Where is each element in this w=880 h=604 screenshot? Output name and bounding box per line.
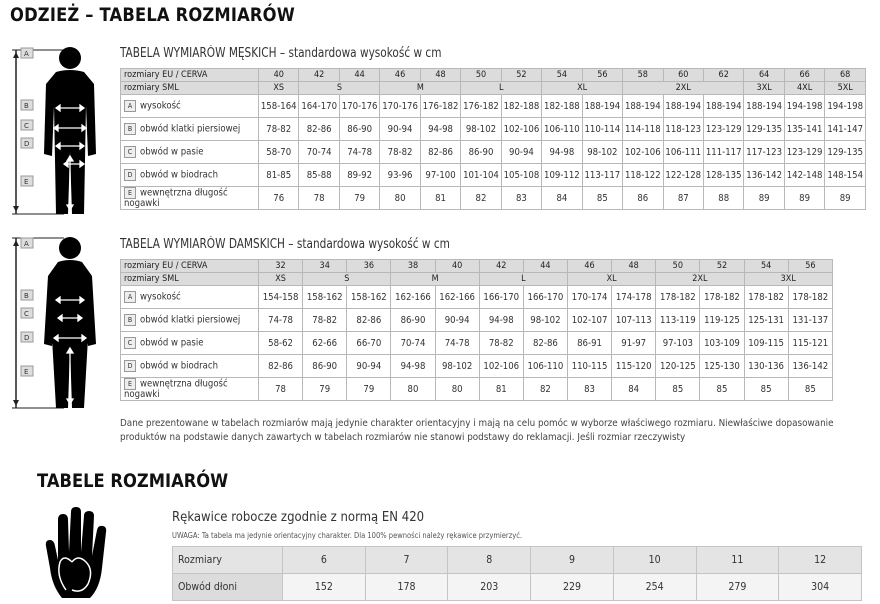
- eu-size-cell: 52: [501, 69, 541, 82]
- measure-value-cell: 103-109: [700, 332, 744, 355]
- measure-value-cell: 178-182: [700, 286, 744, 309]
- measure-value-cell: 86: [623, 187, 663, 210]
- measure-value-cell: 120-125: [656, 355, 700, 378]
- measure-value-cell: 89: [825, 187, 866, 210]
- measure-value-cell: 123-129: [784, 141, 824, 164]
- svg-text:E: E: [24, 178, 29, 186]
- measure-value-cell: 162-166: [435, 286, 479, 309]
- eu-size-cell: 48: [612, 260, 656, 273]
- measure-value-cell: 79: [303, 378, 347, 401]
- glove-circumference-cell: 279: [696, 574, 779, 601]
- eu-size-cell: 66: [784, 69, 824, 82]
- eu-size-cell: 44: [339, 69, 379, 82]
- measure-label: obwód klatki piersiowej: [140, 314, 241, 326]
- svg-text:D: D: [24, 140, 30, 148]
- measure-letter: C: [124, 337, 136, 349]
- measure-value-cell: 170-174: [567, 286, 611, 309]
- glove-size-cell: 7: [365, 547, 448, 574]
- svg-text:E: E: [24, 368, 29, 376]
- measure-value-cell: 90-94: [347, 355, 391, 378]
- measure-value-cell: 70-74: [299, 141, 339, 164]
- eu-size-cell: 34: [303, 260, 347, 273]
- glove-size-cell: 6: [283, 547, 366, 574]
- measure-value-cell: 182-188: [542, 95, 582, 118]
- eu-size-cell: 62: [703, 69, 743, 82]
- eu-size-cell: 40: [259, 69, 299, 82]
- measure-value-cell: 102-107: [567, 309, 611, 332]
- measure-value-cell: 91-97: [612, 332, 656, 355]
- men-measure-row: [121, 141, 866, 164]
- measure-value-cell: 136-142: [788, 355, 832, 378]
- measure-label: obwód w pasie: [140, 146, 204, 158]
- measure-letter: B: [124, 314, 136, 326]
- measure-letter: E: [124, 187, 136, 199]
- sml-size-cell: S: [303, 273, 391, 286]
- measure-value-cell: 110-115: [567, 355, 611, 378]
- sml-size-cell: S: [299, 82, 380, 95]
- measure-label-cell: [121, 378, 259, 401]
- glove-circumference-cell: 152: [283, 574, 366, 601]
- measure-value-cell: 123-129: [703, 118, 743, 141]
- measure-value-cell: 94-98: [542, 141, 582, 164]
- measure-value-cell: 148-154: [825, 164, 866, 187]
- measure-value-cell: 158-162: [303, 286, 347, 309]
- svg-text:D: D: [24, 334, 30, 342]
- measure-value-cell: 90-94: [435, 309, 479, 332]
- women-table-title: TABELA WYMIARÓW DAMSKICH – standardowa wysokość w cm: [120, 237, 450, 252]
- measure-value-cell: 102-106: [479, 355, 523, 378]
- eu-size-label: rozmiary EU / CERVA: [121, 260, 259, 273]
- measure-value-cell: 89-92: [339, 164, 379, 187]
- measure-letter: E: [124, 378, 136, 390]
- measure-value-cell: 85: [582, 187, 622, 210]
- measure-value-cell: 82-86: [347, 309, 391, 332]
- measure-value-cell: 98-102: [461, 118, 501, 141]
- measure-value-cell: 125-130: [700, 355, 744, 378]
- measure-value-cell: 74-78: [435, 332, 479, 355]
- men-measure-row: [121, 187, 866, 210]
- measure-value-cell: 89: [744, 187, 784, 210]
- measure-value-cell: 105-108: [501, 164, 541, 187]
- measure-value-cell: 109-112: [542, 164, 582, 187]
- measure-value-cell: 76: [259, 187, 299, 210]
- measure-value-cell: 97-103: [656, 332, 700, 355]
- eu-size-cell: 54: [744, 260, 788, 273]
- measure-value-cell: 81: [479, 378, 523, 401]
- measure-value-cell: 194-198: [784, 95, 824, 118]
- measure-value-cell: 79: [339, 187, 379, 210]
- measure-value-cell: 170-176: [339, 95, 379, 118]
- gloves-row-label-sizes: Rozmiary: [173, 547, 283, 574]
- measure-value-cell: 176-182: [420, 95, 460, 118]
- svg-text:C: C: [24, 310, 29, 318]
- measure-value-cell: 70-74: [391, 332, 435, 355]
- measure-value-cell: 78: [259, 378, 303, 401]
- measure-label-cell: [121, 95, 259, 118]
- measure-value-cell: 106-111: [663, 141, 703, 164]
- men-table-title: TABELA WYMIARÓW MĘSKICH – standardowa wysokość w cm: [120, 46, 442, 61]
- measure-value-cell: 97-100: [420, 164, 460, 187]
- disclaimer-text: Dane prezentowane w tabelach rozmiarów mają jedynie charakter orientacyjny i mają na celu pomóc w wyborze właściwego rozmiaru. Niewłaściwe dopasowanie produktów na podstawie danych zawartych w tabelach rozmiarów nie stanowi podstawy do reklamacji. Jeśli rozmiar rzeczywisty: [120, 418, 834, 443]
- measure-value-cell: 58-70: [259, 141, 299, 164]
- eu-size-cell: 46: [380, 69, 420, 82]
- sml-size-cell: XS: [259, 82, 299, 95]
- women-sml-size-row: [121, 273, 833, 286]
- svg-text:A: A: [24, 240, 29, 248]
- glove-circumference-cell: 178: [365, 574, 448, 601]
- measure-value-cell: 115-121: [788, 332, 832, 355]
- measure-value-cell: 178-182: [656, 286, 700, 309]
- measure-value-cell: 82-86: [299, 118, 339, 141]
- measure-value-cell: 98-102: [523, 309, 567, 332]
- measure-value-cell: 118-122: [623, 164, 663, 187]
- measure-label-cell: [121, 332, 259, 355]
- measure-value-cell: 84: [612, 378, 656, 401]
- measure-value-cell: 111-117: [703, 141, 743, 164]
- measure-value-cell: 141-147: [825, 118, 866, 141]
- measure-label-cell: [121, 118, 259, 141]
- measure-label-cell: [121, 141, 259, 164]
- measure-value-cell: 194-198: [825, 95, 866, 118]
- measure-value-cell: 135-141: [784, 118, 824, 141]
- sml-size-label: rozmiary SML: [121, 273, 259, 286]
- measure-value-cell: 115-120: [612, 355, 656, 378]
- hand-icon: [42, 506, 112, 602]
- measure-value-cell: 74-78: [339, 141, 379, 164]
- measure-value-cell: 188-194: [582, 95, 622, 118]
- measure-value-cell: 79: [347, 378, 391, 401]
- measure-value-cell: 93-96: [380, 164, 420, 187]
- measure-value-cell: 113-119: [656, 309, 700, 332]
- sml-size-cell: 2XL: [656, 273, 744, 286]
- measure-label-cell: [121, 355, 259, 378]
- eu-size-cell: 46: [567, 260, 611, 273]
- sml-size-cell: 3XL: [744, 82, 784, 95]
- male-figure-icon: [4, 44, 104, 219]
- sml-size-cell: 2XL: [623, 82, 744, 95]
- measure-value-cell: 78: [299, 187, 339, 210]
- eu-size-cell: 56: [788, 260, 832, 273]
- eu-size-cell: 50: [461, 69, 501, 82]
- glove-size-cell: 8: [448, 547, 531, 574]
- eu-size-cell: 36: [347, 260, 391, 273]
- gloves-size-table: [172, 546, 862, 601]
- measure-value-cell: 86-91: [567, 332, 611, 355]
- measure-value-cell: 86-90: [339, 118, 379, 141]
- measure-value-cell: 82: [523, 378, 567, 401]
- eu-size-cell: 44: [523, 260, 567, 273]
- glove-size-cell: 9: [531, 547, 614, 574]
- measure-value-cell: 119-125: [700, 309, 744, 332]
- measure-value-cell: 86-90: [303, 355, 347, 378]
- glove-size-cell: 12: [779, 547, 862, 574]
- measure-label: obwód w biodrach: [140, 360, 219, 372]
- sml-size-cell: 3XL: [744, 273, 832, 286]
- measure-value-cell: 130-136: [744, 355, 788, 378]
- measure-value-cell: 66-70: [347, 332, 391, 355]
- measure-value-cell: 78-82: [380, 141, 420, 164]
- glove-circumference-cell: 203: [448, 574, 531, 601]
- men-size-table: [120, 68, 866, 210]
- sml-size-cell: 4XL: [784, 82, 824, 95]
- eu-size-cell: 42: [299, 69, 339, 82]
- measure-value-cell: 176-182: [461, 95, 501, 118]
- measure-value-cell: 102-106: [623, 141, 663, 164]
- measure-value-cell: 83: [501, 187, 541, 210]
- measure-value-cell: 125-131: [744, 309, 788, 332]
- eu-size-cell: 52: [700, 260, 744, 273]
- measure-label: wewnętrzna długość nogawki: [124, 187, 228, 209]
- measure-label-cell: [121, 309, 259, 332]
- eu-size-cell: 58: [623, 69, 663, 82]
- measure-value-cell: 74-78: [259, 309, 303, 332]
- measure-value-cell: 178-182: [788, 286, 832, 309]
- svg-text:B: B: [24, 292, 29, 300]
- svg-text:B: B: [24, 102, 29, 110]
- female-figure-icon: [4, 234, 104, 412]
- gloves-note: UWAGA: Ta tabela ma jedynie orientacyjny charakter. Dla 100% pewności należy rękawice przymierzyć.: [172, 531, 523, 540]
- eu-size-cell: 54: [542, 69, 582, 82]
- measure-value-cell: 98-102: [435, 355, 479, 378]
- measure-value-cell: 166-170: [479, 286, 523, 309]
- glove-circumference-cell: 229: [531, 574, 614, 601]
- men-sml-size-row: [121, 82, 866, 95]
- measure-value-cell: 101-104: [461, 164, 501, 187]
- measure-value-cell: 188-194: [623, 95, 663, 118]
- measure-value-cell: 110-114: [582, 118, 622, 141]
- measure-value-cell: 62-66: [303, 332, 347, 355]
- measure-value-cell: 188-194: [744, 95, 784, 118]
- sml-size-cell: XL: [567, 273, 655, 286]
- gloves-title: Rękawice robocze zgodnie z normą EN 420: [172, 510, 425, 525]
- measure-value-cell: 90-94: [380, 118, 420, 141]
- measure-value-cell: 188-194: [663, 95, 703, 118]
- women-size-table: [120, 259, 833, 401]
- measure-letter: D: [124, 360, 136, 372]
- measure-value-cell: 106-110: [523, 355, 567, 378]
- measure-value-cell: 106-110: [542, 118, 582, 141]
- measure-value-cell: 81-85: [259, 164, 299, 187]
- eu-size-cell: 40: [435, 260, 479, 273]
- glove-circumference-cell: 254: [613, 574, 696, 601]
- measure-value-cell: 182-188: [501, 95, 541, 118]
- measure-value-cell: 85: [656, 378, 700, 401]
- measure-value-cell: 58-62: [259, 332, 303, 355]
- measure-value-cell: 82-86: [420, 141, 460, 164]
- measure-value-cell: 94-98: [479, 309, 523, 332]
- sml-size-cell: XS: [259, 273, 303, 286]
- eu-size-cell: 50: [656, 260, 700, 273]
- measure-value-cell: 85: [788, 378, 832, 401]
- measure-value-cell: 80: [391, 378, 435, 401]
- measure-value-cell: 82-86: [523, 332, 567, 355]
- svg-text:C: C: [24, 122, 29, 130]
- measure-label: obwód w biodrach: [140, 169, 219, 181]
- women-measure-row: [121, 309, 833, 332]
- measure-value-cell: 82: [461, 187, 501, 210]
- measure-value-cell: 85-88: [299, 164, 339, 187]
- measure-value-cell: 117-123: [744, 141, 784, 164]
- measure-value-cell: 122-128: [663, 164, 703, 187]
- eu-size-cell: 60: [663, 69, 703, 82]
- measure-value-cell: 162-166: [391, 286, 435, 309]
- measure-value-cell: 87: [663, 187, 703, 210]
- measure-letter: A: [124, 100, 136, 112]
- measure-value-cell: 118-123: [663, 118, 703, 141]
- measure-value-cell: 154-158: [259, 286, 303, 309]
- measure-letter: D: [124, 169, 136, 181]
- measure-value-cell: 109-115: [744, 332, 788, 355]
- measure-letter: A: [124, 291, 136, 303]
- measure-label-cell: [121, 164, 259, 187]
- measure-label: wysokość: [140, 291, 181, 303]
- measure-value-cell: 84: [542, 187, 582, 210]
- measure-value-cell: 78-82: [259, 118, 299, 141]
- measure-value-cell: 80: [380, 187, 420, 210]
- section-title-size-tables: TABELE ROZMIARÓW: [37, 470, 229, 492]
- measure-value-cell: 94-98: [391, 355, 435, 378]
- measure-value-cell: 86-90: [461, 141, 501, 164]
- measure-value-cell: 166-170: [523, 286, 567, 309]
- measure-letter: B: [124, 123, 136, 135]
- eu-size-cell: 48: [420, 69, 460, 82]
- women-measure-row: [121, 286, 833, 309]
- measure-label: wewnętrzna długość nogawki: [124, 378, 228, 400]
- men-measure-row: [121, 95, 866, 118]
- measure-letter: C: [124, 146, 136, 158]
- measure-value-cell: 128-135: [703, 164, 743, 187]
- sml-size-cell: M: [391, 273, 479, 286]
- measure-label: obwód klatki piersiowej: [140, 123, 241, 135]
- measure-value-cell: 158-164: [259, 95, 299, 118]
- measure-label: wysokość: [140, 100, 181, 112]
- women-eu-size-row: [121, 260, 833, 273]
- measure-label-cell: [121, 187, 259, 210]
- measure-value-cell: 102-106: [501, 118, 541, 141]
- measure-value-cell: 80: [435, 378, 479, 401]
- measure-value-cell: 90-94: [501, 141, 541, 164]
- page-title: ODZIEŻ – TABELA ROZMIARÓW: [10, 4, 295, 26]
- gloves-row-label-circumference: Obwód dłoni: [173, 574, 283, 601]
- measure-value-cell: 174-178: [612, 286, 656, 309]
- men-eu-size-row: [121, 69, 866, 82]
- measure-value-cell: 114-118: [623, 118, 663, 141]
- measure-value-cell: 78-82: [303, 309, 347, 332]
- measure-value-cell: 107-113: [612, 309, 656, 332]
- eu-size-cell: 56: [582, 69, 622, 82]
- measure-value-cell: 89: [784, 187, 824, 210]
- measure-value-cell: 86-90: [391, 309, 435, 332]
- measure-value-cell: 83: [567, 378, 611, 401]
- measure-value-cell: 85: [700, 378, 744, 401]
- measure-value-cell: 94-98: [420, 118, 460, 141]
- measure-value-cell: 82-86: [259, 355, 303, 378]
- measure-value-cell: 88: [703, 187, 743, 210]
- measure-value-cell: 164-170: [299, 95, 339, 118]
- sml-size-cell: 5XL: [825, 82, 866, 95]
- glove-circumference-cell: 304: [779, 574, 862, 601]
- women-measure-row: [121, 378, 833, 401]
- measure-label-cell: [121, 286, 259, 309]
- men-measure-row: [121, 118, 866, 141]
- sml-size-cell: L: [461, 82, 542, 95]
- eu-size-cell: 42: [479, 260, 523, 273]
- eu-size-cell: 38: [391, 260, 435, 273]
- measure-value-cell: 142-148: [784, 164, 824, 187]
- glove-size-cell: 10: [613, 547, 696, 574]
- measure-value-cell: 81: [420, 187, 460, 210]
- measure-value-cell: 131-137: [788, 309, 832, 332]
- sml-size-cell: XL: [542, 82, 623, 95]
- measure-value-cell: 188-194: [703, 95, 743, 118]
- eu-size-cell: 64: [744, 69, 784, 82]
- measure-value-cell: 129-135: [744, 118, 784, 141]
- measure-value-cell: 98-102: [582, 141, 622, 164]
- measure-label: obwód w pasie: [140, 337, 204, 349]
- measure-value-cell: 170-176: [380, 95, 420, 118]
- eu-size-cell: 32: [259, 260, 303, 273]
- glove-size-cell: 11: [696, 547, 779, 574]
- women-measure-row: [121, 332, 833, 355]
- men-measure-row: [121, 164, 866, 187]
- measure-value-cell: 129-135: [825, 141, 866, 164]
- sml-size-cell: M: [380, 82, 461, 95]
- measure-value-cell: 158-162: [347, 286, 391, 309]
- measure-value-cell: 85: [744, 378, 788, 401]
- sml-size-label: rozmiary SML: [121, 82, 259, 95]
- eu-size-cell: 68: [825, 69, 866, 82]
- women-measure-row: [121, 355, 833, 378]
- measure-value-cell: 113-117: [582, 164, 622, 187]
- measure-value-cell: 136-142: [744, 164, 784, 187]
- measure-value-cell: 178-182: [744, 286, 788, 309]
- svg-text:A: A: [24, 50, 29, 58]
- sml-size-cell: L: [479, 273, 567, 286]
- eu-size-label: rozmiary EU / CERVA: [121, 69, 259, 82]
- measure-value-cell: 78-82: [479, 332, 523, 355]
